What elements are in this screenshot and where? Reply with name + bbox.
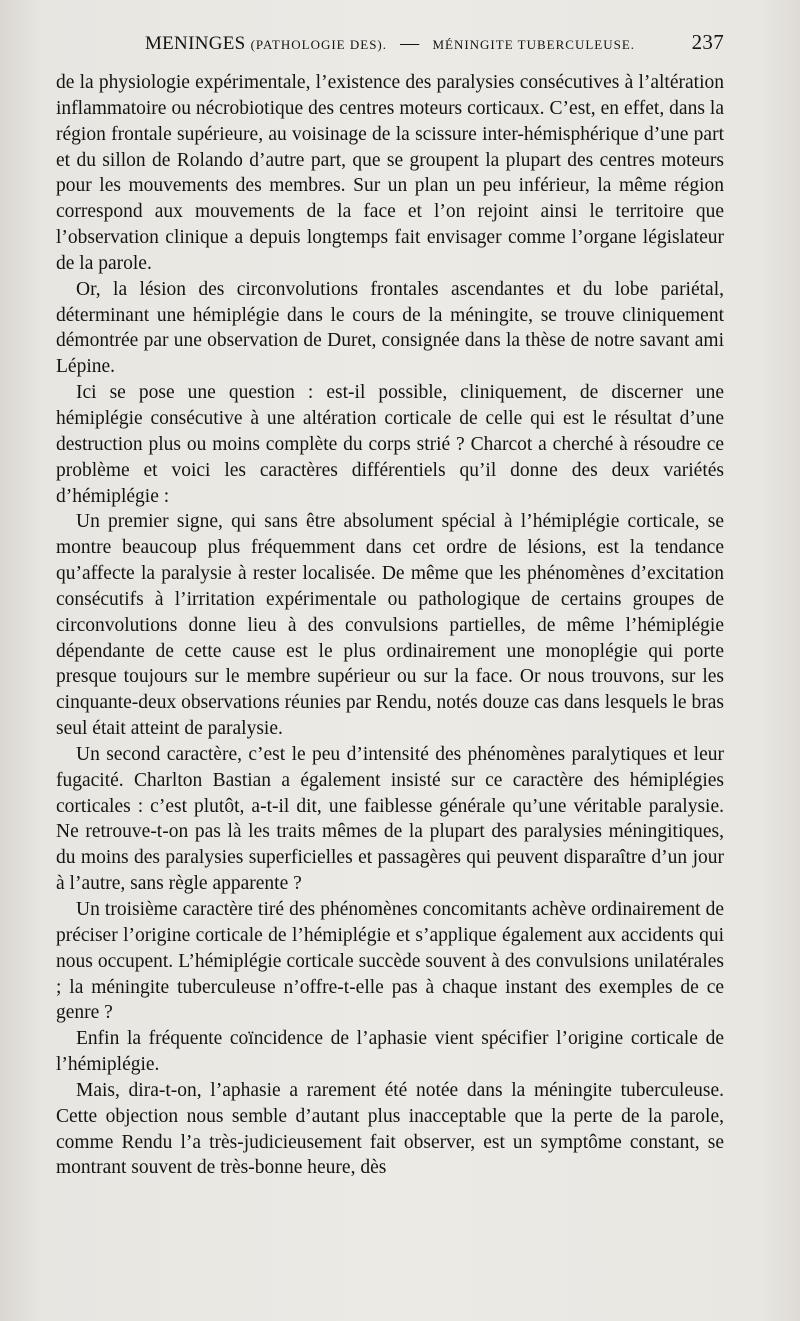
header-title-main: MENINGES: [144, 33, 246, 54]
header-title-paren: (PATHOLOGIE DES).: [250, 37, 387, 52]
page-number: 237: [691, 30, 724, 54]
body-text: [56, 70, 724, 1181]
paragraph: Enfin la fréquente coïncidence de l’aphasie vient spécifier l’origine corticale de l’hémiplégie.: [56, 1028, 724, 1076]
paragraph: Mais, dira-t-on, l’aphasie a rarement été notée dans la méningite tuberculeuse. Cette objection nous semble d’autant plus inacceptable que la perte de la parole, comme Rendu l’a très-judicieusement fait observer, est un symptôme constant, se montrant souvent de très-bonne heure, dès: [56, 1079, 724, 1179]
paragraph: Un troisième caractère tiré des phénomènes concomitants achève ordinairement de préciser l’origine corticale de l’hémiplégie et s’applique également aux accidents qui nous occupent. L’hémiplégie corticale succède souvent à des convulsions unilatérales ; la méningite tuberculeuse n’offre-t-elle pas à chaque instant des exemples de ce genre ?: [56, 899, 724, 1024]
running-head: [56, 30, 724, 70]
paragraph: Un second caractère, c’est le peu d’intensité des phénomènes paralytiques et leur fugacité. Charlton Bastian a également insisté sur ce caractère des hémiplégies corticales : c’est plutôt, a-t-il dit, une faiblesse générale qu’une véritable paralysie. Ne retrouve-t-on pas là les traits mêmes de la plupart des paralysies méningitiques, du moins des paralysies superficielles et passagères qui peuvent disparaître d’un jour à l’autre, sans règle apparente ?: [56, 743, 724, 895]
header-dash: —: [400, 33, 420, 54]
paragraph: de la physiologie expérimentale, l’existence des paralysies consécutives à l’altération inflammatoire ou nécrobiotique des centres moteurs corticaux. C’est, en effet, dans la région frontale supérieure, au voisinage de la scissure inter-hémisphérique d’une part et du sillon de Rolando d’autre part, que se groupent la plupart des centres moteurs pour les mouvements des membres. Sur un plan un peu inférieur, la même région correspond aux mouvements de la face et l’on rejoint ainsi le territoire que l’observation clinique a depuis longtemps fait envisager comme l’organe législateur de la parole.: [56, 72, 724, 274]
paragraph: Un premier signe, qui sans être absolument spécial à l’hémiplégie corticale, se montre beaucoup plus fréquemment dans cet ordre de lésions, est la tendance qu’affecte la paralysie à rester localisée. De même que les phénomènes d’excitation consécutifs à l’irritation expérimentale ou pathologique de certains groupes de circonvolutions donne lieu à des convulsions partielles, de même l’hémiplégie dépendante de cette cause est le plus ordinairement une monoplégie qui porte presque toujours sur le membre supérieur ou sur la face. Or nous trouvons, sur les cinquante-deux observations réunies par Rendu, notés douze cas dans lesquels le bras seul était atteint de paralysie.: [56, 511, 724, 740]
running-head-title: [56, 33, 684, 55]
paragraph: Or, la lésion des circonvolutions frontales ascendantes et du lobe pariétal, déterminant une hémiplégie dans le cours de la méningite, se trouve cliniquement démontrée par une observation de Duret, consignée dans la thèse de notre savant ami Lépine.: [56, 278, 724, 378]
header-title-sub: MÉNINGITE TUBERCULEUSE.: [432, 37, 636, 52]
paragraph: Ici se pose une question : est-il possible, cliniquement, de discerner une hémiplégie consécutive à une altération corticale de celle qui est le résultat d’une destruction plus ou moins complète du corps strié ? Charcot a cherché à résoudre ce problème et voici les caractères différentiels qu’il donne des deux variétés d’hémiplégie :: [56, 382, 724, 507]
